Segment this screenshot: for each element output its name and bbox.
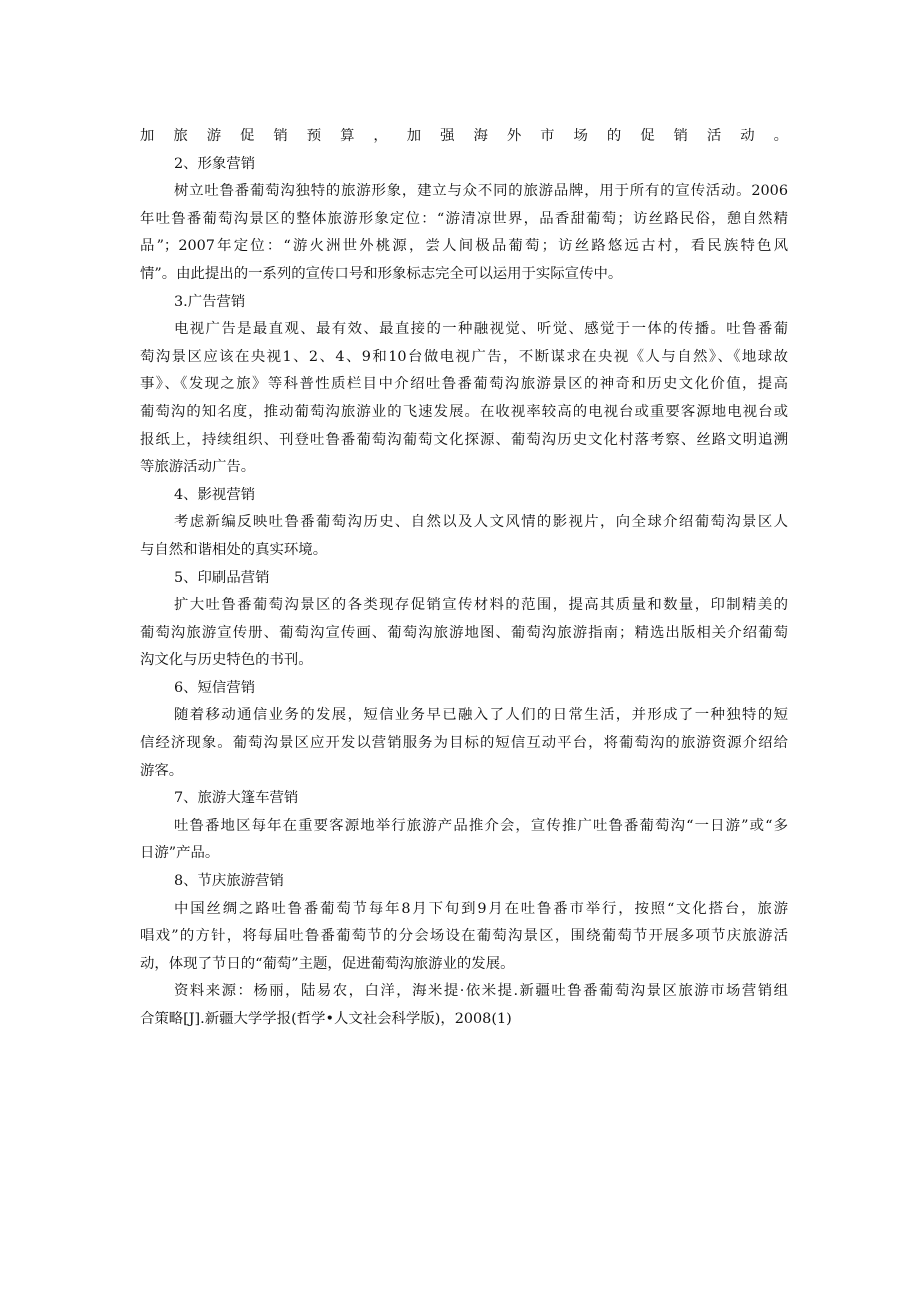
- section-heading-image-marketing: 2、形象营销: [174, 155, 256, 172]
- text-line: 葡萄沟的知名度，推动葡萄沟旅游业的飞速发展。在收视率较高的电视台或重要客源地电视台或: [140, 403, 788, 420]
- source-citation: 合策略[J].新疆大学学报(哲学•人文社会科学版)，2008(1): [140, 1011, 512, 1027]
- text-line: 电视广告是最直观、最有效、最直接的一种融视觉、听觉、感觉于一体的传播。吐鲁番葡: [174, 321, 788, 338]
- text-line: 等旅游活动广告。: [140, 459, 256, 476]
- text-line: 吐鲁番地区每年在重要客源地举行旅游产品推介会，宣传推广吐鲁番葡萄沟“一日游”或“多: [174, 817, 788, 834]
- document-page: [140, 123, 788, 1034]
- text-line: 唱戏”的方针，将每届吐鲁番葡萄节的分会场设在葡萄沟景区，围绕葡萄节开展多项节庆旅游活: [140, 928, 788, 945]
- text-line: 事》、《发现之旅》等科普性质栏目中介绍吐鲁番葡萄沟旅游景区的神奇和历史文化价值，提高: [140, 376, 788, 393]
- text-line: 与自然和谐相处的真实环境。: [140, 541, 328, 558]
- section-heading-film-marketing: 4、影视营销: [174, 486, 256, 503]
- text-line: 报纸上，持续组织、刊登吐鲁番葡萄沟葡萄文化探源、葡萄沟历史文化村落考察、丝路文明追溯: [140, 431, 788, 448]
- text-line: 萄沟景区应该在央视1、2、4、9和10台做电视广告，不断谋求在央视《人与自然》、《地球故: [140, 348, 788, 365]
- section-heading-print-marketing: 5、印刷品营销: [174, 569, 270, 586]
- text-line: 年吐鲁番葡萄沟景区的整体旅游形象定位：“游清凉世界，品香甜葡萄；访丝路民俗，憩自然精: [140, 210, 788, 227]
- text-line: 考虑新编反映吐鲁番葡萄沟历史、自然以及人文风情的影视片，向全球介绍葡萄沟景区人: [174, 514, 788, 531]
- section-heading-sms-marketing: 6、短信营销: [174, 679, 256, 696]
- section-heading-caravan-marketing: 7、旅游大篷车营销: [174, 790, 299, 807]
- text-line: 动，体现了节日的“葡萄”主题，促进葡萄沟旅游业的发展。: [140, 955, 515, 972]
- text-line: 情”。由此提出的一系列的宣传口号和形象标志完全可以运用于实际宣传中。: [140, 265, 623, 282]
- source-citation: 资料来源：杨丽，陆易农，白洋，海米提·依米提.新疆吐鲁番葡萄沟景区旅游市场营销组: [174, 983, 788, 1000]
- text-line: 扩大吐鲁番葡萄沟景区的各类现存促销宣传材料的范围，提高其质量和数量，印制精美的: [174, 597, 788, 614]
- text-line: 游客。: [140, 762, 184, 779]
- section-heading-advertising-marketing: 3.广告营销: [174, 293, 246, 310]
- text-line: 加旅游促销预算，加强海外市场的促销活动。: [140, 128, 788, 144]
- text-line: 中国丝绸之路吐鲁番葡萄节每年8月下旬到9月在吐鲁番市举行，按照“文化搭台，旅游: [174, 900, 788, 917]
- text-line: 沟文化与历史特色的书刊。: [140, 652, 313, 669]
- section-heading-festival-marketing: 8、节庆旅游营销: [174, 873, 284, 890]
- text-line: 树立吐鲁番葡萄沟独特的旅游形象，建立与众不同的旅游品牌，用于所有的宣传活动。2006: [174, 183, 788, 200]
- text-line: 信经济现象。葡萄沟景区应开发以营销服务为目标的短信互动平台，将葡萄沟的旅游资源介绍给: [140, 735, 788, 752]
- text-line: 随着移动通信业务的发展，短信业务早已融入了人们的日常生活，并形成了一种独特的短: [174, 707, 788, 724]
- text-line: 日游”产品。: [140, 845, 220, 862]
- text-line: 品”；2007年定位：“游火洲世外桃源，尝人间极品葡萄；访丝路悠远古村，看民族特色风: [140, 238, 788, 255]
- text-line: 葡萄沟旅游宣传册、葡萄沟宣传画、葡萄沟旅游地图、葡萄沟旅游指南；精选出版相关介绍葡萄: [140, 624, 788, 641]
